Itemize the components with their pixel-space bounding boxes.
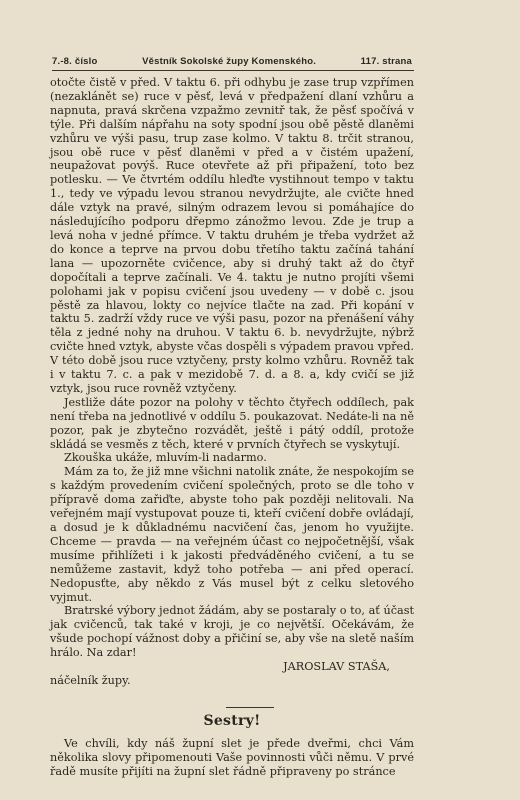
header-divider	[52, 70, 414, 71]
journal-title: Věstník Sokolské župy Komenského.	[142, 56, 317, 67]
paragraph-3: Zkouška ukáže, mluvím-li nadarmo.	[64, 451, 267, 465]
paragraph-1: otočte čistě v před. V taktu 6. při odhybu je zase trup vzpřímen (nezaklánět se) ruce v pěsť, levá v předpažení dlaní vzhůru a napnuta, pravá skrčena vzpažmo zevnitř tak, že pěsť spočívá v týle. Při dalším nápřahu na soty spodní jsou obě pěstě dlaněmi vzhůru ve výši pasu, trup zase kolmo. V taktu 8. trčit stranou, jsou obě ruce v pěsť dlaněmi v před a v čistém upažení, neupažovat povýš. Ruce otevřete až při připažení, toto bez potlesku. — Ve čtvrtém oddílu hleďte vystihnout tempo v taktu 1., tedy ve výpadu levou stranou nevydržujte, ale cvičte hned dále vztyk na pravé, silným odrazem levou si pomáhajíce do následujícího podporu dřepmo zánožmo levou. Zde je trup a levá noha v jedné přímce. V taktu druhém je třeba vydržet až do konce a teprve na prvou dobu třetího taktu začíná tahání lana — upozorněte cvičence, aby si druhý takt až do čtyř dopočítali a teprve začínali. Ve 4. taktu je nutno projíti všemi polohami jak v popisu cvičení jsou uvedeny — v době c. jsou pěstě za hlavou, lokty co nejvíce tlačte na zad. Při kopání v taktu 5. zadrží vždy ruce ve výši pasu, pozor na přenášení váhy těla z jedné nohy na druhou. V taktu 6. b. nevydržujte, nýbrž cvičte hned vztyk, abyste včas dospěli s výpadem pravou vpřed. V této době jsou ruce vztyčeny, prsty kolmo vzhůru. Rovněž tak i v taktu 7. c. a pak v mezidobě 7. d. a 8. a, kdy cvičí se již vztyk, jsou ruce rovněž vztyčeny.	[50, 76, 414, 395]
section-heading: Sestry!	[203, 712, 261, 729]
article-body	[50, 76, 414, 779]
paragraph-2: Jestliže dáte pozor na polohy v těchto čtyřech oddílech, pak není třeba na jednotlivé v oddílu 5. poukazovat. Nedáte-li na ně pozor, pak je zbytečno rozvádět, ještě i pátý oddíl, protože skládá se vesměs z těch, které v prvních čtyřech se vyskytují.	[50, 395, 414, 451]
paragraph-4: Mám za to, že již mne všichni natolik znáte, že nespokojím se s každým provedením cvičení společných, proto se dle toho v přípravě doma zařiďte, abyste toho pak později nelitovali. Na veřejném mají vystupovat pouze ti, kteří cvičení dobře ovládají, a dosud je k důkladnému nacvičení čas, jenom ho využijte. Chceme — pravda — na veřejném účast co nejpočetnější, však musíme přihlížeti i k jakosti předváděného cvičení, a tu se nemůžeme zastavit, když toho potřeba — ani před operací. Nedopusťte, aby někdo z Vás musel být z celku sletového vyjmut.	[50, 465, 414, 604]
section-divider	[226, 707, 274, 708]
signature-block	[50, 660, 414, 688]
issue-number: 7.-8. číslo	[52, 56, 98, 67]
running-header	[52, 56, 412, 67]
page-number: 117. strana	[360, 56, 412, 67]
paragraph-5: Bratrské výbory jednot žádám, aby se postaraly o to, ať účast jak cvičenců, tak také v kroji, je co největší. Očekávám, že všude pochopí vážnost doby a přičiní se, aby vše na sletě naším hrálo. Na zdar!	[50, 604, 414, 660]
signature-name: JAROSLAV STAŠA,	[283, 660, 390, 674]
section-paragraph: Ve chvíli, kdy náš župní slet je přede dveřmi, chci Vám několika slovy připomenouti Vaše povinnosti vůči němu. V prvé řadě musíte přijíti na župní slet řádně připraveny po stránce	[50, 736, 414, 778]
signature-title: náčelník župy.	[50, 673, 131, 687]
